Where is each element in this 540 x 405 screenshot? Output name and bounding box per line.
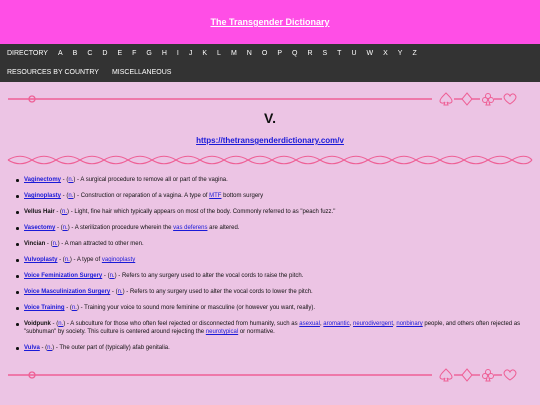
definition: Construction or reparation of a vagina. A type of [80,193,210,199]
entry-vasectomy: Vasectomy - (n.) - A sterilization procedure wherein the vas deferens are altered. [16,224,522,232]
nav-letter-h[interactable]: H [161,50,167,57]
pos-link[interactable]: n. [52,241,58,247]
nonbinary-link[interactable]: nonbinary [396,321,423,327]
term: Voidpunk [24,321,51,327]
nav-letter-p[interactable]: P [277,50,282,57]
vaginoplasty-link[interactable]: vaginoplasty [101,257,136,263]
neurotypical-link[interactable]: neurotypical [205,329,239,335]
pos-link[interactable]: n. [64,257,70,263]
term-link[interactable]: Vulvoplasty [24,257,58,263]
pos-link[interactable]: n. [68,193,74,199]
pos-link[interactable]: n. [62,209,68,215]
pos-link[interactable]: n. [47,345,53,351]
nav-letter-n[interactable]: N [246,50,252,57]
nav-letter-w[interactable]: W [366,50,374,57]
definition: A man attracted to other men. [64,241,144,247]
nav-letter-x[interactable]: X [383,50,388,57]
definition: The outer part of (typically) afab genitalia. [59,345,170,351]
term-link[interactable]: Vulva [24,345,40,351]
nav-letter-k[interactable]: K [202,50,208,57]
aromantic-link[interactable]: aromantic [323,321,350,327]
pos-link[interactable]: n. [62,225,68,231]
nav-directory[interactable]: DIRECTORY [7,50,48,57]
nav-letter-l[interactable]: L [217,50,221,57]
entry-voice-feminization-surgery: Voice Feminization Surgery - (n.) - Refers to any surgery used to alter the vocal cords to raise the pitch. [16,272,522,280]
entry-voice-training: Voice Training - (n.) - Training your voice to sound more feminine or masculine (or however you want, really). [16,304,522,312]
definition: A sterilization procedure wherein the [74,225,174,231]
heart-icon [504,370,516,380]
nav-letter-z[interactable]: Z [412,50,417,57]
entry-voice-masculinization-surgery: Voice Masculinization Surgery - (n.) - Refers to any surgery used to alter the vocal cords to lower the pitch. [16,288,522,296]
nav-miscellaneous[interactable]: MISCELLANEOUS [111,69,172,76]
definition-tail: are altered. [207,225,240,231]
spade-icon [440,93,452,105]
definition-middle: people, and others often rejected as "subhuman" by society. This culture is centered around rejecting the [24,321,521,335]
entry-voidpunk: Voidpunk - (n.) - A subculture for those who often feel rejected or disconnected from humanity, such as asexual, aromantic, neurodivergent, nonbinary people, and others often rejected as "subhuman" by society. This culture is centered around rejecting the neurotypical or normative. [16,320,522,336]
definition: Refers to any surgery used to alter the vocal cords to lower the pitch. [129,289,313,295]
definition-tail: or normative. [238,329,275,335]
term: Vellus Hair [24,209,55,215]
nav-letter-e[interactable]: E [117,50,123,57]
entry-vellus-hair: Vellus Hair - (n.) - Light, fine hair which typically appears on most of the body. Commonly referred to as "peach fuzz." [16,208,522,216]
term-link[interactable]: Voice Masculinization Surgery [24,289,111,295]
chain-divider [6,154,534,166]
term: Vincian [24,241,46,247]
nav-letter-q[interactable]: Q [291,50,298,57]
diamond-icon [462,369,472,381]
definition: A type of [76,257,102,263]
nav-letter-o[interactable]: O [261,50,268,57]
nav-letter-r[interactable]: R [307,50,313,57]
pos-link[interactable]: n. [109,273,115,279]
nav-letter-s[interactable]: S [322,50,328,57]
nav-letter-f[interactable]: F [132,50,137,57]
nav-letter-m[interactable]: M [230,50,237,57]
nav-letter-t[interactable]: T [337,50,342,57]
site-title-link[interactable]: The Transgender Dictionary [210,17,330,27]
entry-vulvoplasty: Vulvoplasty - (n.) - A type of vaginoplasty [16,256,522,264]
pos-link[interactable]: n. [68,177,74,183]
pos-link[interactable]: n. [117,289,123,295]
neurodivergent-link[interactable]: neurodivergent [352,321,394,327]
nav-letter-u[interactable]: U [351,50,357,57]
spade-icon [440,369,452,381]
bottom-divider [6,368,534,380]
diamond-icon [462,93,472,105]
separator: , [393,321,397,327]
separator: , [349,321,353,327]
nav-letter-y[interactable]: Y [397,50,403,57]
definition: Light, fine hair which typically appears on most of the body. Commonly referred to as "peach fuzz." [74,209,336,215]
definition-tail: bottom surgery [221,193,264,199]
top-divider [6,92,534,104]
definition: A subculture for those who often feel rejected or disconnected from humanity, such as [70,321,300,327]
letter-nav [0,44,540,63]
pos-link[interactable]: n. [58,321,64,327]
vas-deferens-link[interactable]: vas deferens [173,225,208,231]
heart-icon [504,94,516,104]
entry-vaginoplasty: Vaginoplasty - (n.) - Construction or reparation of a vagina. A type of MTF bottom surgery [16,192,522,200]
definition: A surgical procedure to remove all or part of the vagina. [80,177,228,183]
pos-link[interactable]: n. [71,305,77,311]
asexual-link[interactable]: asexual [299,321,320,327]
term-link[interactable]: Voice Training [24,305,65,311]
nav-letter-i[interactable]: I [176,50,179,57]
term-link[interactable]: Vasectomy [24,225,56,231]
separator: , [319,321,324,327]
nav-letter-a[interactable]: A [57,50,63,57]
page-heading: V. [264,110,276,126]
entry-vulva: Vulva - (n.) - The outer part of (typically) afab genitalia. [16,344,522,352]
nav-letter-d[interactable]: D [102,50,108,57]
term-link[interactable]: Vaginectomy [24,177,62,183]
entry-list [0,176,540,352]
nav-letter-j[interactable]: J [188,50,193,57]
definition: Training your voice to sound more feminine or masculine (or however you want, really). [84,305,316,311]
nav-letter-c[interactable]: C [87,50,93,57]
nav-resources-by-country[interactable]: RESOURCES BY COUNTRY [7,69,99,76]
club-icon [483,370,494,382]
secondary-nav [0,63,540,82]
entry-vaginectomy: Vaginectomy - (n.) - A surgical procedure to remove all or part of the vagina. [16,176,522,184]
term-link[interactable]: Vaginoplasty [24,193,62,199]
mtf-link[interactable]: MTF [209,193,222,199]
site-header [0,0,540,44]
definition: Refers to any surgery used to alter the vocal cords to raise the pitch. [121,273,304,279]
term-link[interactable]: Voice Feminization Surgery [24,273,103,279]
nav-letter-b[interactable]: B [72,50,78,57]
club-icon [483,94,494,106]
page-url-link[interactable]: https://thetransgenderdictionary.com/v [196,136,344,145]
entry-vincian: Vincian - (n.) - A man attracted to other men. [16,240,522,248]
nav-letter-g[interactable]: G [146,50,152,57]
